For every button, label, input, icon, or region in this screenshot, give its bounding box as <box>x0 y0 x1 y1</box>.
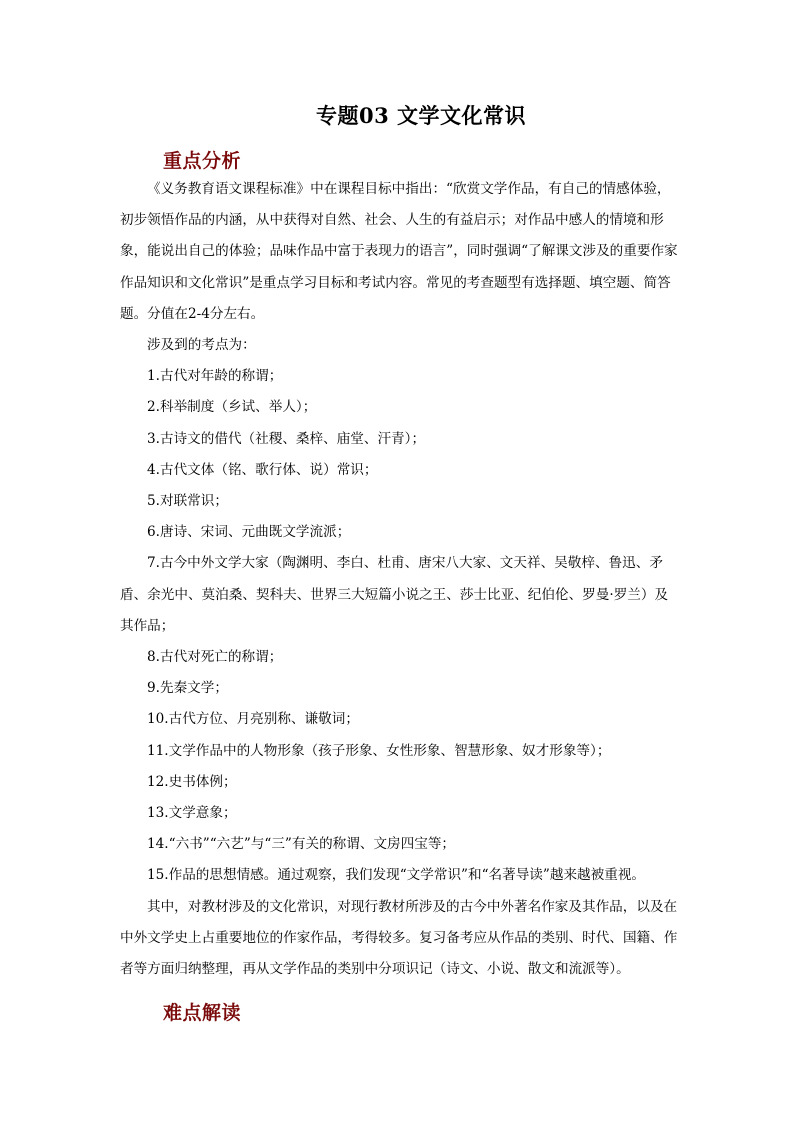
list-item: 4.古代文体（铭、歌行体、说）常识； <box>147 461 378 478</box>
list-item: 9.先秦文学； <box>147 680 228 697</box>
list-item: 8.古代对死亡的称谓； <box>147 649 283 666</box>
intro-paragraph: 《义务教育语文课程标准》中在课程目标中指出：“欣赏文学作品，有自己的情感体验，初步领悟作品的内涵，从中获得对自然、社会、人生的有益启示；对作品中感人的情境和形象，能说出自己的体验；品味作品中富于表现力的语言”，同时强调“了解课文涉及的重要作家作品知识和文化常识”是重点学习目标和考试内容。常见的考查题型有选择题、填空题、简答题。分值在2-4分左右。 <box>120 181 678 322</box>
document-title: 专题03 文学文化常识 <box>315 103 527 128</box>
list-item: 5.对联常识； <box>147 493 228 510</box>
list-item: 13.文学意象； <box>147 805 237 822</box>
list-item: 1.古代对年龄的称谓； <box>147 368 283 385</box>
list-item: 2.科举制度（乡试、举人）； <box>147 399 317 416</box>
list-item: 14.“六书”“六艺”与“三”有关的称谓、文房四宝等； <box>147 836 456 853</box>
body-text <box>120 174 680 985</box>
list-intro: 涉及到的考点为： <box>147 337 256 354</box>
list-item: 10.古代方位、月亮别称、谦敬词； <box>147 711 359 728</box>
section-heading-key-analysis: 重点分析 <box>163 150 242 172</box>
list-item: 15.作品的思想情感。通过观察，我们发现“文学常识”和“名著导读”越来越被重视。 <box>147 867 646 884</box>
section-heading-difficulty-reading: 难点解读 <box>163 1002 242 1024</box>
list-item: 7.古今中外文学大家（陶渊明、李白、杜甫、唐宋八大家、文天祥、吴敬梓、鲁迅、矛盾、余光中、莫泊桑、契科夫、世界三大短篇小说之王、莎士比亚、纪伯伦、罗曼·罗兰）及其作品； <box>120 555 669 634</box>
list-item: 11.文学作品中的人物形象（孩子形象、女性形象、智慧形象、奴才形象等）； <box>147 742 611 759</box>
closing-paragraph: 其中，对教材涉及的文化常识，对现行教材所涉及的古今中外著名作家及其作品，以及在中外文学史上占重要地位的作家作品，考得较多。复习备考应从作品的类别、时代、国籍、作者等方面归纳整理，再从文学作品的类别中分项识记（诗文、小说、散文和流派等）。 <box>120 898 678 978</box>
list-item: 3.古诗文的借代（社稷、桑梓、庙堂、汗青）； <box>147 430 426 447</box>
list-item: 12.史书体例； <box>147 773 237 790</box>
list-item: 6.唐诗、宋词、元曲既文学流派； <box>147 524 351 541</box>
